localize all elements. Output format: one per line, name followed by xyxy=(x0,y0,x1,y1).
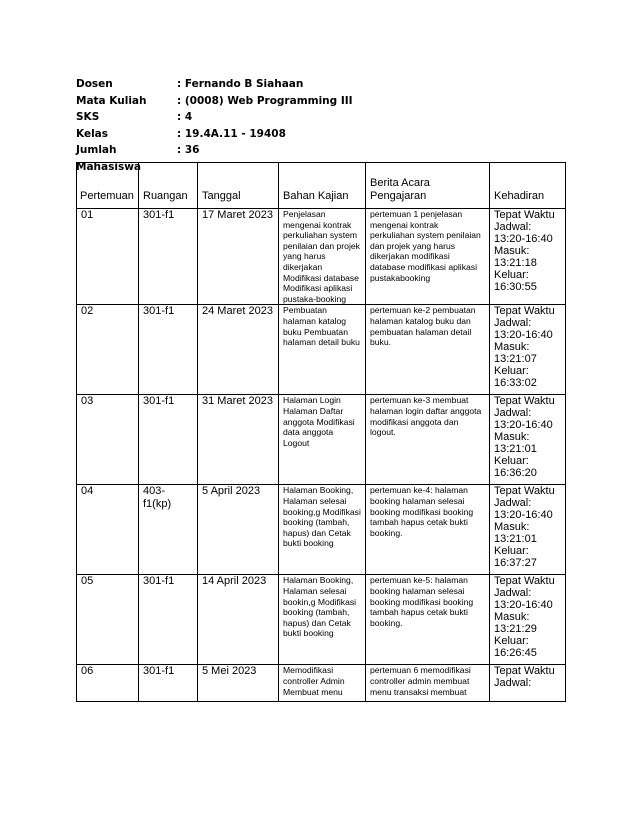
cell-pertemuan: 06 xyxy=(77,665,139,702)
cell-pertemuan: 04 xyxy=(77,485,139,575)
attendance-status: Tepat Waktu xyxy=(494,305,555,318)
info-value: : (0008) Web Programming III xyxy=(177,94,353,107)
info-row-dosen xyxy=(76,76,353,93)
cell-pertemuan: 01 xyxy=(77,209,139,305)
keluar-label: Keluar: xyxy=(494,269,529,281)
info-row-kelas xyxy=(76,126,353,143)
header-berita-acara: Berita Acara Pengajaran xyxy=(366,163,490,209)
cell-bahan-kajian: Memodifikasi controller Admin Membuat menu xyxy=(279,665,366,702)
info-value: : Fernando B Siahaan xyxy=(177,78,304,90)
keluar-value: 16:37:27 xyxy=(494,557,537,570)
cell-kehadiran xyxy=(490,665,566,702)
table-row xyxy=(77,665,566,702)
cell-berita-acara: pertemuan ke-5: halaman booking halaman selesai booking modifikasi booking tambah hapus cetak bukti booking. xyxy=(366,575,490,665)
attendance-status: Tepat Waktu xyxy=(494,395,555,408)
jadwal-label: Jadwal: xyxy=(494,587,532,600)
keluar-value: 16:33:02 xyxy=(494,377,537,390)
cell-ruangan: 301-f1 xyxy=(139,305,198,395)
jadwal-value: 13:20-16:40 xyxy=(494,509,553,522)
info-row-mata-kuliah xyxy=(76,93,353,110)
cell-pertemuan: 02 xyxy=(77,305,139,395)
header-pertemuan: Pertemuan xyxy=(77,163,139,209)
cell-ruangan: 301-f1 xyxy=(139,665,198,702)
info-key: SKS xyxy=(76,111,100,123)
masuk-value: 13:21:07 xyxy=(494,353,537,366)
cell-berita-acara: pertemuan ke-2 pembuatan halaman katalog buku dan pembuatan halaman detail buku. xyxy=(366,305,490,395)
masuk-value: 13:21:01 xyxy=(494,443,537,456)
table-row xyxy=(77,209,566,305)
table-header-row xyxy=(77,163,566,209)
header-ruangan: Ruangan xyxy=(139,163,198,209)
info-value: : 19.4A.11 - 19408 xyxy=(177,127,286,140)
cell-berita-acara: pertemuan ke-3 membuat halaman login daftar anggota modifikasi anggota dan logout. xyxy=(366,395,490,485)
cell-ruangan: 301-f1 xyxy=(139,575,198,665)
cell-ruangan: 403-f1(kp) xyxy=(139,485,198,575)
jadwal-value: 13:20-16:40 xyxy=(494,599,553,612)
cell-kehadiran xyxy=(490,305,566,395)
attendance-status: Tepat Waktu xyxy=(494,209,555,221)
cell-ruangan: 301-f1 xyxy=(139,395,198,485)
cell-pertemuan: 03 xyxy=(77,395,139,485)
cell-bahan-kajian: Halaman Booking, Halaman selesai booking,g Modifikasi booking (tambah, hapus) dan Cetak bukti booking xyxy=(279,485,366,575)
table-row xyxy=(77,485,566,575)
masuk-value: 13:21:01 xyxy=(494,533,537,546)
header-bahan-kajian: Bahan Kajian xyxy=(279,163,366,209)
cell-tanggal: 5 April 2023 xyxy=(198,485,279,575)
masuk-label: Masuk: xyxy=(494,521,530,534)
info-key: Jumlah Mahasiswa xyxy=(76,144,141,173)
info-key: Kelas xyxy=(76,127,109,140)
table-row xyxy=(77,575,566,665)
cell-ruangan: 301-f1 xyxy=(139,209,198,305)
cell-tanggal: 14 April 2023 xyxy=(198,575,279,665)
jadwal-label: Jadwal: xyxy=(494,221,532,233)
cell-tanggal: 31 Maret 2023 xyxy=(198,395,279,485)
page-bottom-margin xyxy=(0,748,638,825)
attendance-status: Tepat Waktu xyxy=(494,485,555,498)
cell-kehadiran xyxy=(490,395,566,485)
cell-bahan-kajian: Penjelasan mengenai kontrak perkuliahan system penilaian dan projek yang harus dikerjakan Modifikasi database Modifikasi aplikasi pustaka-booking xyxy=(279,209,366,305)
cell-bahan-kajian: Halaman Booking, Halaman selesai bookin,g Modifikasi booking (tambah, hapus) dan Cetak bukti booking xyxy=(279,575,366,665)
jadwal-label: Jadwal: xyxy=(494,317,532,330)
masuk-label: Masuk: xyxy=(494,431,530,444)
masuk-value: 13:21:29 xyxy=(494,623,537,636)
table-row xyxy=(77,305,566,395)
masuk-value: 13:21:18 xyxy=(494,257,537,269)
cell-kehadiran xyxy=(490,575,566,665)
keluar-label: Keluar: xyxy=(494,635,529,648)
attendance-status: Tepat Waktu xyxy=(494,665,555,678)
jadwal-value: 13:20-16:40 xyxy=(494,419,553,432)
keluar-label: Keluar: xyxy=(494,365,529,378)
table-row xyxy=(77,395,566,485)
info-value: : 4 xyxy=(177,111,193,123)
cell-berita-acara: pertemuan ke-4: halaman booking halaman selesai booking modifikasi booking tambah hapus cetak bukti booking. xyxy=(366,485,490,575)
header-kehadiran: Kehadiran xyxy=(490,163,566,209)
cell-bahan-kajian: Pembuatan halaman katalog buku Pembuatan halaman detail buku xyxy=(279,305,366,395)
masuk-label: Masuk: xyxy=(494,341,530,354)
cell-berita-acara: pertemuan 1 penjelasan mengenai kontrak perkuliahan system penilaian dan projek yang harus dikerjakan modifikasi database modifikasi aplikasi pustakabooking xyxy=(366,209,490,305)
keluar-label: Keluar: xyxy=(494,455,529,468)
masuk-label: Masuk: xyxy=(494,611,530,624)
info-key: Dosen xyxy=(76,78,113,90)
masuk-label: Masuk: xyxy=(494,245,530,257)
cell-tanggal: 5 Mei 2023 xyxy=(198,665,279,702)
jadwal-label: Jadwal: xyxy=(494,677,532,690)
keluar-label: Keluar: xyxy=(494,545,529,558)
attendance-table xyxy=(76,162,566,702)
cell-berita-acara: pertemuan 6 memodifikasi controller admin membuat menu transaksi membuat xyxy=(366,665,490,702)
keluar-value: 16:36:20 xyxy=(494,467,537,480)
jadwal-value: 13:20-16:40 xyxy=(494,329,553,342)
course-info xyxy=(76,76,353,175)
jadwal-label: Jadwal: xyxy=(494,497,532,510)
cell-pertemuan: 05 xyxy=(77,575,139,665)
keluar-value: 16:26:45 xyxy=(494,647,537,660)
jadwal-value: 13:20-16:40 xyxy=(494,233,553,245)
info-value: : 36 xyxy=(177,144,200,156)
cell-kehadiran xyxy=(490,485,566,575)
info-row-sks xyxy=(76,109,353,126)
cell-tanggal: 17 Maret 2023 xyxy=(198,209,279,305)
cell-kehadiran xyxy=(490,209,566,305)
cell-bahan-kajian: Halaman Login Halaman Daftar anggota Modifikasi data anggota Logout xyxy=(279,395,366,485)
info-key: Mata Kuliah xyxy=(76,94,147,107)
cell-tanggal: 24 Maret 2023 xyxy=(198,305,279,395)
keluar-value: 16:30:55 xyxy=(494,281,537,293)
header-tanggal: Tanggal xyxy=(198,163,279,209)
jadwal-label: Jadwal: xyxy=(494,407,532,420)
attendance-status: Tepat Waktu xyxy=(494,575,555,588)
